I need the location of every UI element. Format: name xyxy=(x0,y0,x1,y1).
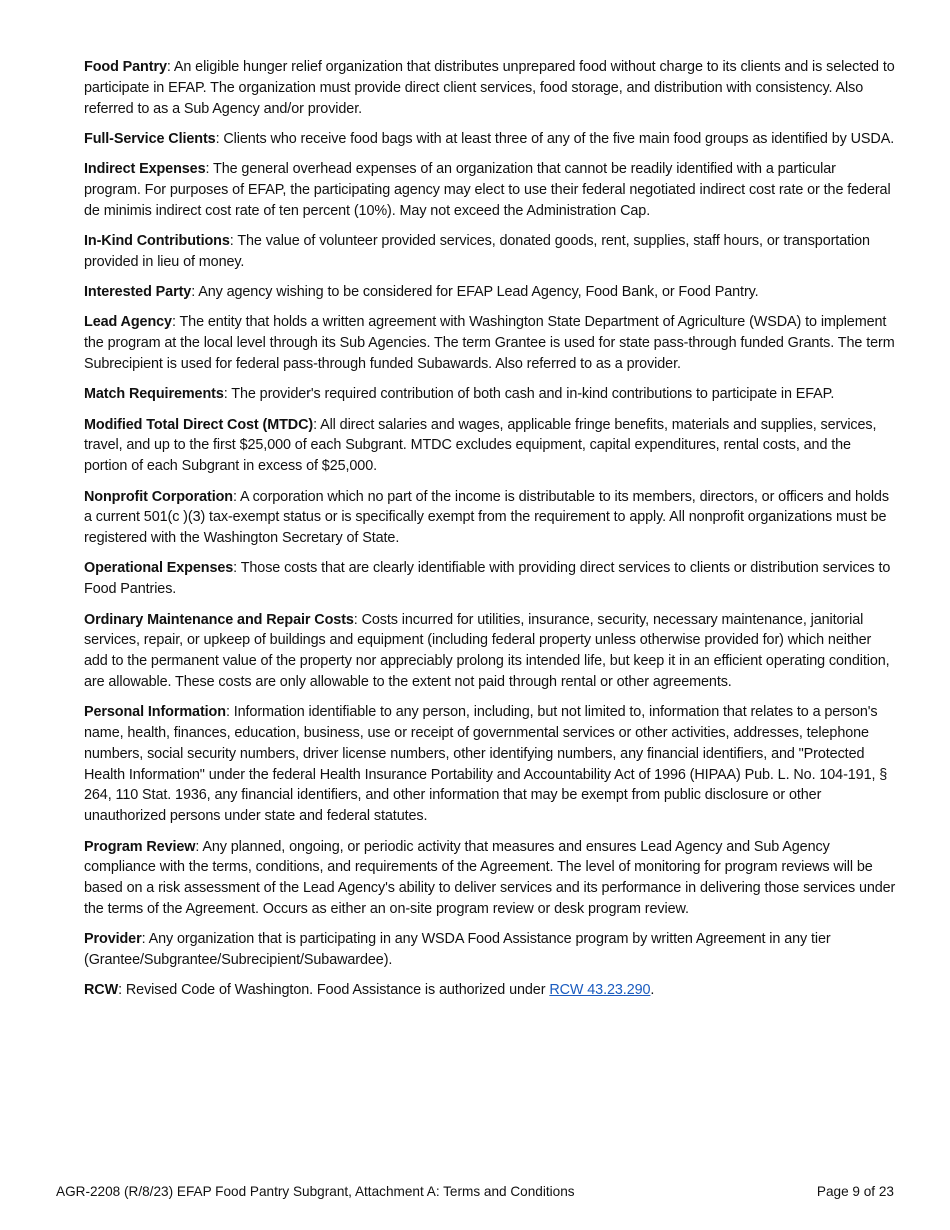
definition-term: Nonprofit Corporation xyxy=(84,488,233,505)
definition-operational-expenses xyxy=(84,558,896,600)
definition-text: : The general overhead expenses of an organization that cannot be readily identified with a particular program. For purposes of EFAP, the participating agency may elect to use their federal negotiated indirect cost rate or the federal de minimis indirect cost rate of ten percent (10%). May not exceed the Administration Cap. xyxy=(84,161,891,219)
definition-food-pantry xyxy=(84,57,896,119)
definition-term: Full-Service Clients xyxy=(84,130,216,147)
definition-full-service-clients xyxy=(84,129,896,150)
footer-document-title: AGR-2208 (R/8/23) EFAP Food Pantry Subgrant, Attachment A: Terms and Conditions xyxy=(56,1184,575,1199)
definition-text: : Those costs that are clearly identifiable with providing direct services to clients or distribution services to Food Pantries. xyxy=(84,560,891,598)
definition-term: Provider xyxy=(84,931,142,948)
definition-in-kind-contributions xyxy=(84,231,896,273)
definition-text: : The provider's required contribution of both cash and in-kind contributions to participate in EFAP. xyxy=(223,386,835,403)
definition-ordinary-maintenance xyxy=(84,610,896,693)
definition-program-review xyxy=(84,837,896,920)
definition-term: In-Kind Contributions xyxy=(84,233,230,250)
definition-text: : The value of volunteer provided services, donated goods, rent, supplies, staff hours, or transportation provided in lieu of money. xyxy=(84,233,870,270)
page-footer xyxy=(56,1183,894,1201)
definition-rcw xyxy=(84,980,896,1001)
definition-text: : The entity that holds a written agreement with Washington State Department of Agriculture (WSDA) to implement the program at the local level through its Sub Agencies. The term Grantee is used for state pass-through funded Grants. The term Subrecipient is used for federal pass-through funded Subawards. Also referred to as a provider. xyxy=(84,314,895,373)
definition-text: : Any agency wishing to be considered for EFAP Lead Agency, Food Bank, or Food Pantry. xyxy=(191,284,759,301)
definition-term: Ordinary Maintenance and Repair Costs xyxy=(84,611,354,628)
definition-term: Modified Total Direct Cost (MTDC) xyxy=(84,416,314,433)
definition-indirect-expenses xyxy=(84,159,896,221)
definition-term: Indirect Expenses xyxy=(84,161,206,178)
definition-term: Food Pantry xyxy=(84,59,167,75)
definition-text: : Revised Code of Washington. Food Assistance is authorized under xyxy=(118,982,550,999)
rcw-link[interactable]: RCW 43.23.290 xyxy=(549,982,651,999)
definition-personal-information xyxy=(84,702,896,827)
definition-term: Lead Agency xyxy=(84,314,172,331)
definition-text: : A corporation which no part of the income is distributable to its members, directors, or officers and holds a current 501(c )(3) tax-exempt status or is specifically exempt from the requirement to apply. All nonprofit organizations must be registered with the Washington Secretary of State. xyxy=(84,488,889,547)
definition-provider xyxy=(84,929,896,971)
definition-text: : Information identifiable to any person, including, but not limited to, information that relates to a person's name, health, finances, education, business, use or receipt of governmental services or other activities, addresses, telephone numbers, social security numbers, driver license numbers, other identifying numbers, any financial identifiers, and "Protected Health Information" under the federal Health Insurance Portability and Accountability Act of 1996 (HIPAA) Pub. L. No. 104-191, § 264, 110 Stat. 1936, any financial identifiers, and other information that may be exempt from public disclosure or other unauthorized persons under state and federal statutes. xyxy=(84,704,888,825)
definition-text: : All direct salaries and wages, applicable fringe benefits, materials and supplies, services, travel, and up to the first $25,000 of each Subgrant. MTDC excludes equipment, capital expenditures, rental costs, and the portion of each Subgrant in excess of $25,000. xyxy=(84,416,877,475)
footer-page-number: Page 9 of 23 xyxy=(816,1184,894,1199)
definition-term: RCW xyxy=(84,982,119,999)
definition-interested-party xyxy=(84,282,896,303)
definition-text: : Costs incurred for utilities, insurance, security, necessary maintenance, janitorial services, repair, or upkeep of buildings and equipment (including federal property unless otherwise provided for) which neither add to the permanent value of the property nor appreciably prolong its intended life, but keep it in an efficient operating condition, are allowable. These costs are only allowable to the extent not paid through rental or other agreements. xyxy=(84,611,890,690)
definition-end-punctuation: . xyxy=(650,982,655,999)
definition-text: : Any planned, ongoing, or periodic activity that measures and ensures Lead Agency and Sub Agency compliance with the terms, conditions, and requirements of the Agreement. The level of monitoring for program reviews will be based on a risk assessment of the Lead Agency's ability to deliver services and its performance in delivering those services under the terms of the Agreement. Occurs as either an on-site program review or desk program review. xyxy=(84,838,896,917)
definition-term: Operational Expenses xyxy=(84,560,234,577)
definition-text: : An eligible hunger relief organization that distributes unprepared food without charge to its clients and is selected to participate in EFAP. The organization must provide direct client services, food storage, and distribution with consistency. Also referred to as a Sub Agency and/or provider. xyxy=(84,59,895,117)
definition-text: : Clients who receive food bags with at least three of any of the five main food groups as identified by USDA. xyxy=(215,130,895,147)
definition-text: : Any organization that is participating in any WSDA Food Assistance program by written Agreement in any tier (Grantee/Subgrantee/Subrecipient/Subawardee). xyxy=(84,931,831,968)
definition-term: Match Requirements xyxy=(84,386,224,403)
definitions-list xyxy=(84,57,896,1011)
definition-lead-agency xyxy=(84,312,896,374)
definition-term: Personal Information xyxy=(84,704,226,721)
definition-term: Interested Party xyxy=(84,284,192,301)
definition-mtdc xyxy=(84,415,896,477)
definition-match-requirements xyxy=(84,384,896,405)
definition-term: Program Review xyxy=(84,838,196,855)
definition-nonprofit-corporation xyxy=(84,487,896,549)
